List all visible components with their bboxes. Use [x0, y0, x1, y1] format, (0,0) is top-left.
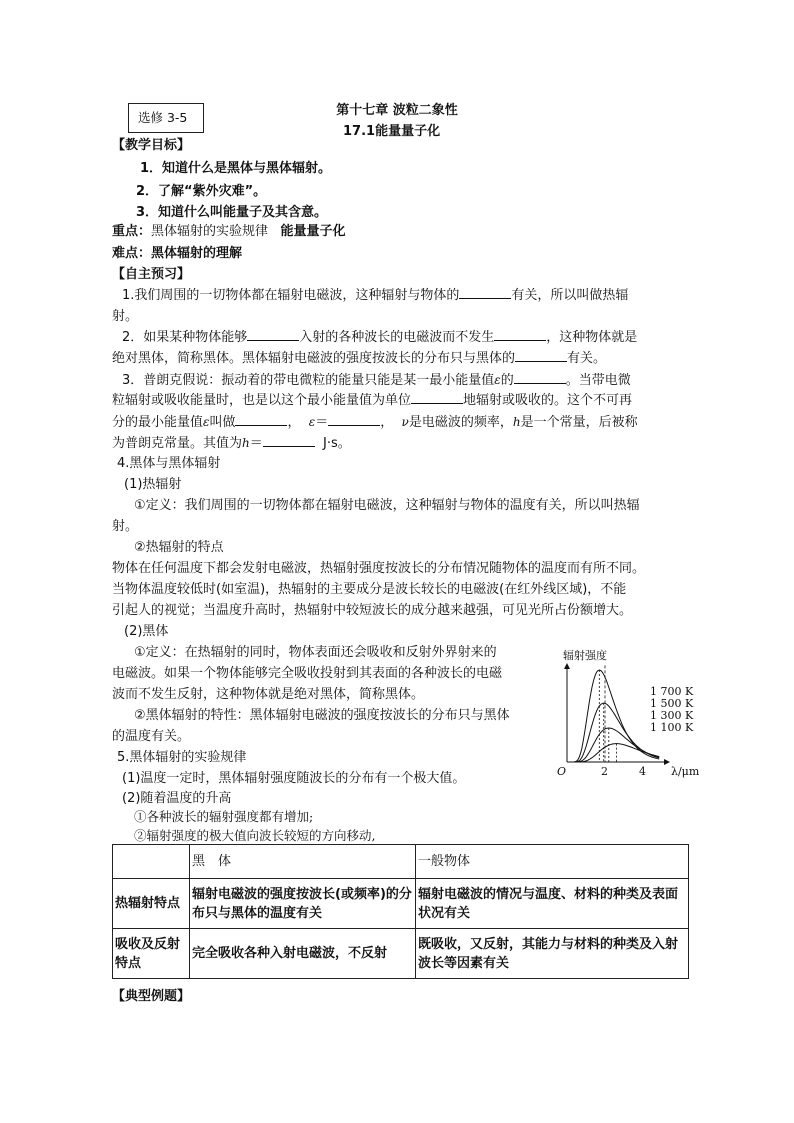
legend-label: 1 100 K: [650, 721, 694, 734]
q3-text-m: 为普朗克常量。其值为: [112, 436, 243, 451]
section-5-1: (1)温度一定时，黑体辐射强度随波长的分布有一个极大值。: [122, 771, 466, 786]
q3-text-d: 粒辐射或吸收能量时，也是以这个最小能量值为单位: [112, 393, 412, 408]
table-cell: 吸收及反射特点: [113, 929, 190, 979]
q3-blank-2[interactable]: [411, 391, 463, 404]
section-4-1-title: (1)热辐射: [124, 477, 182, 492]
q1-blank[interactable]: [459, 286, 511, 299]
legend-label: 1 300 K: [650, 709, 694, 722]
section-4-1-para-3: 引起人的视觉；当温度升高时，热辐射中较短波长的成分越来越强，可见光所占份额增大。: [112, 603, 633, 618]
nu-symbol: ν: [401, 415, 409, 429]
q2-blank-2[interactable]: [494, 328, 546, 341]
q3-text-c: 。当带电微: [565, 373, 631, 388]
section-4-title: 4.黑体与黑体辐射: [117, 456, 221, 471]
epsilon-symbol: ε: [308, 415, 316, 429]
preview-q2-cont: [112, 348, 606, 370]
q2-text-a: 2．如果某种物体能够: [122, 330, 248, 345]
x-tick-label: 4: [639, 765, 646, 778]
q3-text-k: 是电磁波的频率，: [408, 415, 513, 430]
table-header-cell: 一般物体: [416, 845, 689, 879]
table-cell: 热辐射特点: [113, 879, 190, 929]
q2-text-e: 有关。: [567, 351, 607, 366]
blackbody-radiation-chart: [551, 640, 711, 780]
q3-text-n: ＝: [249, 436, 263, 451]
chapter-title: 第十七章 波粒二象性: [336, 103, 458, 118]
difficulty: 难点：黑体辐射的理解: [112, 246, 243, 261]
curve-1700K: [570, 670, 659, 762]
table-header-row: [113, 845, 689, 879]
preview-q3: [122, 369, 631, 392]
x-tick-label: 2: [601, 765, 608, 778]
x-axis-label: λ/μm: [671, 765, 700, 778]
h-symbol: h: [512, 415, 521, 429]
q3-text-b: 的: [500, 373, 514, 388]
section-5-2: (2)随着温度的升高: [122, 791, 232, 806]
key-point-1: 黑体辐射的实验规律: [151, 224, 269, 239]
goal-item-1: 1．知道什么是黑体与黑体辐射。: [140, 161, 332, 176]
table-row: [113, 879, 689, 929]
table-cell: 既吸收，又反射，其能力与材料的种类及入射波长等因素有关: [416, 929, 689, 979]
q1-text-b: 有关，所以叫做热辐: [511, 288, 629, 303]
q2-text-c: ，这种物体就是: [546, 330, 638, 345]
legend-label: 1 500 K: [650, 697, 694, 710]
q3-text-l: 是一个常量，后被称: [520, 415, 638, 430]
section-4-2-def-cont-1: 电磁波。如果一个物体能够完全吸收投射到其表面的各种波长的电磁: [112, 666, 503, 681]
table-cell: 辐射电磁波的情况与温度、材料的种类及表面状况有关: [416, 879, 689, 929]
section-4-2-def: ①定义：在热辐射的同时，物体表面还会吸收和反射外界射来的: [134, 645, 497, 660]
curve-1300K: [570, 728, 659, 762]
q3-text-f: 分的最小能量值: [112, 415, 204, 430]
section-4-2-title: (2)黑体: [124, 624, 169, 639]
section-4-1-def: ①定义：我们周围的一切物体都在辐射电磁波，这种辐射与物体的温度有关，所以叫热辐: [134, 498, 640, 513]
key-point-2: 能量量子化: [280, 224, 346, 239]
q3-text-a: 3．普朗克假说：振动着的带电微粒的能量只能是某一最小能量值: [122, 373, 495, 388]
goal-item-3: 3．知道什么叫能量子及其含意。: [136, 205, 328, 220]
preview-q2: [122, 327, 637, 349]
q3-blank-3[interactable]: [235, 413, 287, 426]
section-title: 17.1能量量子化: [343, 124, 441, 139]
h-symbol: h: [242, 436, 250, 450]
goals-heading: 【教学目标】: [112, 138, 191, 153]
table-cell: 完全吸收各种入射电磁波，不反射: [190, 929, 416, 979]
q3-text-i: ＝: [315, 415, 329, 430]
examples-heading: 【典型例题】: [112, 989, 191, 1004]
origin-label: O: [557, 765, 567, 778]
preview-q3-line3: [112, 411, 638, 434]
q3-blank-1[interactable]: [514, 371, 566, 384]
comparison-table: [112, 844, 689, 979]
q3-blank-5[interactable]: [263, 434, 315, 447]
section-4-2-feat: ②黑体辐射的特性：黑体辐射电磁波的强度按波长的分布只与黑体: [134, 708, 510, 723]
q3-text-h: ，: [287, 415, 301, 430]
q3-text-g: 叫做: [209, 415, 236, 430]
q1-text-a: 1.我们周围的一切物体都在辐射电磁波，这种辐射与物体的: [122, 288, 460, 303]
key-point: [112, 221, 345, 243]
q2-blank-1[interactable]: [247, 328, 299, 341]
q1-text-c: 射。: [112, 309, 139, 324]
table-cell: 辐射电磁波的强度按波长(或频率)的分布只与黑体的温度有关: [190, 879, 416, 929]
q3-unit: J·s。: [323, 436, 351, 451]
q3-text-e: 地辐射或吸收的。这个不可再: [463, 393, 633, 408]
table-header-cell: 黑 体: [190, 845, 416, 879]
course-label-box: 选修 3-5: [128, 103, 204, 133]
section-4-1-def-cont: 射。: [112, 519, 139, 534]
section-4-2-feat-cont: 的温度有关。: [112, 729, 191, 744]
epsilon-symbol: ε: [494, 373, 501, 387]
section-5-2-b: ②辐射强度的极大值向波长较短的方向移动,: [134, 828, 376, 843]
key-point-label: 重点：: [112, 224, 152, 239]
section-4-1-feat-title: ②热辐射的特点: [134, 540, 224, 555]
section-4-2-def-cont-2: 波而不发生反射，这种物体就是绝对黑体，简称黑体。: [112, 687, 425, 702]
q3-blank-4[interactable]: [328, 413, 380, 426]
section-4-1-para-2: 当物体温度较低时(如室温)，热辐射的主要成分是波长较长的电磁波(在红外线区域)，不能: [112, 582, 627, 597]
goal-item-2: 2．了解“紫外灾难”。: [136, 184, 267, 199]
q2-text-d: 绝对黑体，简称黑体。黑体辐射电磁波的强度按波长的分布只与黑体的: [112, 351, 516, 366]
section-5-2-a: ①各种波长的辐射强度都有增加;: [134, 809, 314, 824]
y-axis-label: 辐射强度: [563, 649, 607, 662]
q2-blank-3[interactable]: [515, 349, 567, 362]
table-header-cell: [113, 845, 190, 879]
preview-q1: [122, 285, 628, 307]
preview-q3-line4: [112, 432, 351, 455]
q2-text-b: 入射的各种波长的电磁波而不发生: [299, 330, 495, 345]
q3-text-j: ，: [380, 415, 394, 430]
table-row: [113, 929, 689, 979]
section-4-1-para-1: 物体在任何温度下都会发射电磁波，热辐射强度按波长的分布情况随物体的温度而有所不同。: [112, 561, 646, 576]
legend-label: 1 700 K: [650, 685, 694, 698]
preview-heading: 【自主预习】: [112, 267, 191, 282]
section-5-title: 5.黑体辐射的实验规律: [117, 750, 247, 765]
epsilon-symbol: ε: [203, 415, 210, 429]
preview-q3-line2: [112, 390, 632, 412]
